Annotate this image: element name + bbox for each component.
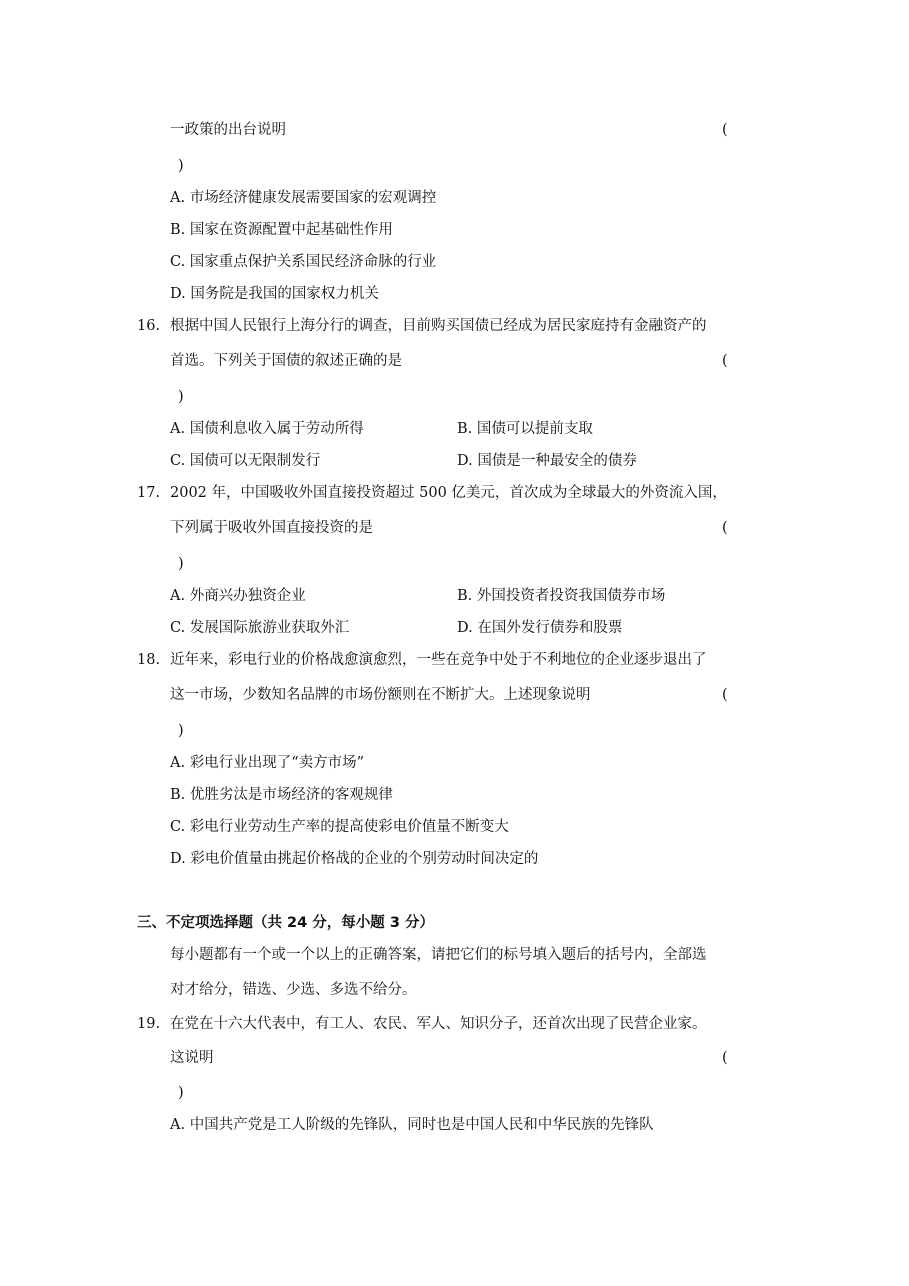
q16-stem-line-2: 首选。下列关于国债的叙述正确的是	[170, 353, 402, 369]
q17-stem-line-1: 2002 年，中国吸收外国直接投资超过 500 亿美元，首次成为全球最大的外资流入国，	[170, 485, 727, 501]
q17-option-a: A. 外商兴办独资企业	[170, 588, 306, 604]
q17-option-d: D. 在国外发行债券和股票	[457, 620, 623, 636]
section-instructions-line-2: 对才给分，错选、少选、多选不给分。	[170, 982, 417, 998]
q18-option-d: D. 彩电价值量由挑起价格战的企业的个别劳动时间决定的	[170, 851, 539, 867]
q18-stem-line-1: 近年来，彩电行业的价格战愈演愈烈，一些在竞争中处于不利地位的企业逐步退出了	[170, 652, 707, 668]
q19-answer-paren-close: )	[178, 1085, 184, 1101]
q18-stem-line-2: 这一市场，少数知名品牌的市场份额则在不断扩大。上述现象说明	[170, 687, 591, 703]
q15-answer-paren-close: )	[178, 158, 184, 174]
q18-answer-paren-open: (	[722, 687, 728, 703]
q19-option-a: A. 中国共产党是工人阶级的先锋队，同时也是中国人民和中华民族的先锋队	[170, 1117, 654, 1133]
q18-number: 18.	[137, 652, 161, 668]
q19-number: 19.	[137, 1016, 161, 1032]
q19-answer-paren-open: (	[722, 1050, 728, 1066]
q19-stem-line-1: 在党在十六大代表中，有工人、农民、军人、知识分子，还首次出现了民营企业家。	[170, 1016, 707, 1032]
q15-option-d: D. 国务院是我国的国家权力机关	[170, 286, 379, 302]
q18-option-b: B. 优胜劣汰是市场经济的客观规律	[170, 787, 393, 803]
q18-answer-paren-close: )	[178, 723, 184, 739]
section-heading: 三、不定项选择题（共 24 分，每小题 3 分）	[137, 915, 434, 931]
q18-option-c: C. 彩电行业劳动生产率的提高使彩电价值量不断变大	[170, 819, 509, 835]
q16-option-c: C. 国债可以无限制发行	[170, 453, 321, 469]
q15-option-c: C. 国家重点保护关系国民经济命脉的行业	[170, 254, 437, 270]
q16-option-a: A. 国债利息收入属于劳动所得	[170, 421, 364, 437]
q16-number: 16.	[137, 318, 161, 334]
q16-answer-paren-close: )	[178, 389, 184, 405]
q15-option-b: B. 国家在资源配置中起基础性作用	[170, 222, 393, 238]
q17-option-b: B. 外国投资者投资我国债券市场	[457, 588, 666, 604]
q17-number: 17.	[137, 485, 161, 501]
q19-stem-line-2: 这说明	[170, 1050, 214, 1066]
q18-option-a: A. 彩电行业出现了“卖方市场”	[170, 755, 365, 771]
q16-answer-paren-open: (	[722, 353, 728, 369]
q15-option-a: A. 市场经济健康发展需要国家的宏观调控	[170, 190, 437, 206]
section-instructions-line-1: 每小题都有一个或一个以上的正确答案，请把它们的标号填入题后的括号内，全部选	[170, 947, 707, 963]
q15-answer-paren-open: (	[722, 122, 728, 138]
q17-answer-paren-open: (	[722, 520, 728, 536]
q15-stem-line: 一政策的出台说明	[170, 122, 286, 138]
q17-stem-line-2: 下列属于吸收外国直接投资的是	[170, 520, 373, 536]
q16-option-b: B. 国债可以提前支取	[457, 421, 593, 437]
q16-option-d: D. 国债是一种最安全的债券	[457, 453, 637, 469]
q17-option-c: C. 发展国际旅游业获取外汇	[170, 620, 350, 636]
q17-answer-paren-close: )	[178, 556, 184, 572]
q16-stem-line-1: 根据中国人民银行上海分行的调查，目前购买国债已经成为居民家庭持有金融资产的	[170, 318, 707, 334]
